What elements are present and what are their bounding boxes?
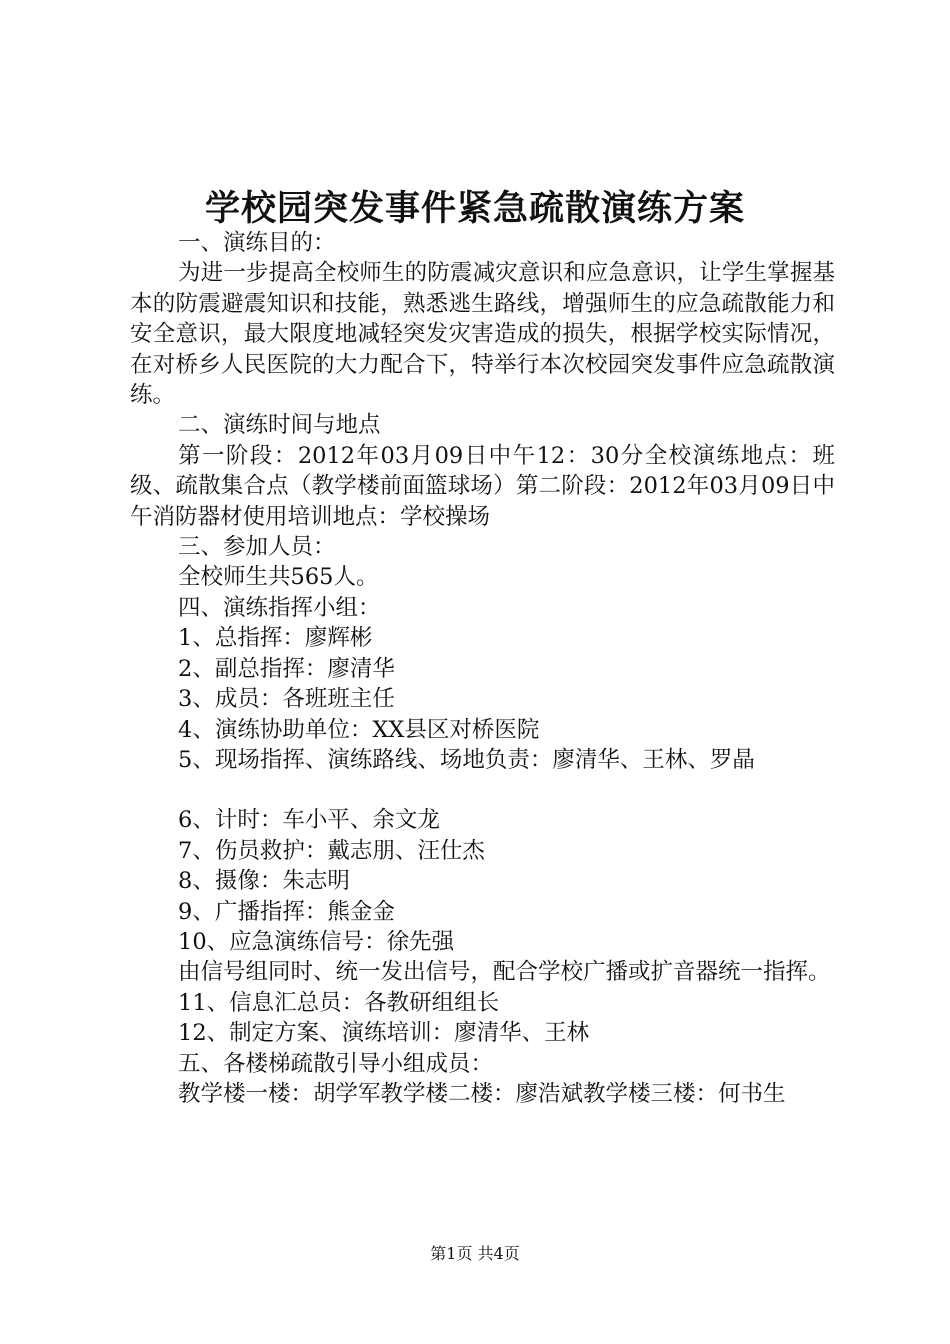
paragraph-participants: 全校师生共565人。 [178, 564, 379, 591]
list-item: 2、副总指挥：廖清华 [178, 655, 395, 682]
list-item: 8、摄像：朱志明 [178, 868, 350, 895]
section-heading-time-place: 二、演练时间与地点 [178, 412, 381, 439]
section-heading-stair-guides: 五、各楼梯疏散引导小组成员： [178, 1050, 494, 1077]
section-heading-participants: 三、参加人员： [178, 534, 336, 561]
paragraph-stair-guides: 教学楼一楼：胡学军教学楼二楼：廖浩斌教学楼三楼：何书生 [178, 1080, 786, 1107]
section-heading-purpose: 一、演练目的： [178, 230, 336, 256]
list-item: 7、伤员救护：戴志朋、汪仕杰 [178, 837, 485, 864]
paragraph-signal: 由信号组同时、统一发出信号，配合学校广播或扩音器统一指挥。 [178, 959, 831, 986]
list-item: 10、应急演练信号：徐先强 [178, 928, 455, 955]
list-item: 12、制定方案、演练培训：廖清华、王林 [178, 1020, 590, 1047]
section-heading-command-group: 四、演练指挥小组： [178, 594, 381, 621]
document-title: 学校园突发事件紧急疏散演练方案 [204, 188, 745, 229]
paragraph-purpose: 为进一步提高全校师生的防震减灾意识和应急意识，让学生掌握基本的防震避震知识和技能，熟悉逃生路线，增强师生的应急疏散能力和安全意识，最大限度地减轻突发灾害造成的损失，根据学校实际情况，在对桥乡人民医院的大力配合下，特举行本次校园突发事件应急疏散演练。 [130, 260, 835, 409]
list-item: 4、演练协助单位：XX县区对桥医院 [178, 716, 540, 743]
blank-line [130, 775, 835, 805]
list-item: 3、成员：各班班主任 [178, 686, 395, 713]
list-item: 1、总指挥：廖辉彬 [178, 625, 373, 652]
list-item: 5、现场指挥、演练路线、场地负责：廖清华、王林、罗晶 [178, 746, 755, 773]
list-item: 11、信息汇总员：各教研组组长 [178, 989, 500, 1016]
page-footer: 第1页 共4页 [430, 1244, 520, 1263]
paragraph-time-place: 第一阶段：2012年03月09日中午12：30分全校演练地点：班级、疏散集合点（教学楼前面篮球场）第二阶段：2012年03月09日中午消防器材使用培训地点：学校操场 [130, 442, 835, 530]
document-body [130, 228, 835, 1109]
list-item: 9、广播指挥：熊金金 [178, 898, 395, 925]
list-item: 6、计时：车小平、余文龙 [178, 807, 440, 834]
